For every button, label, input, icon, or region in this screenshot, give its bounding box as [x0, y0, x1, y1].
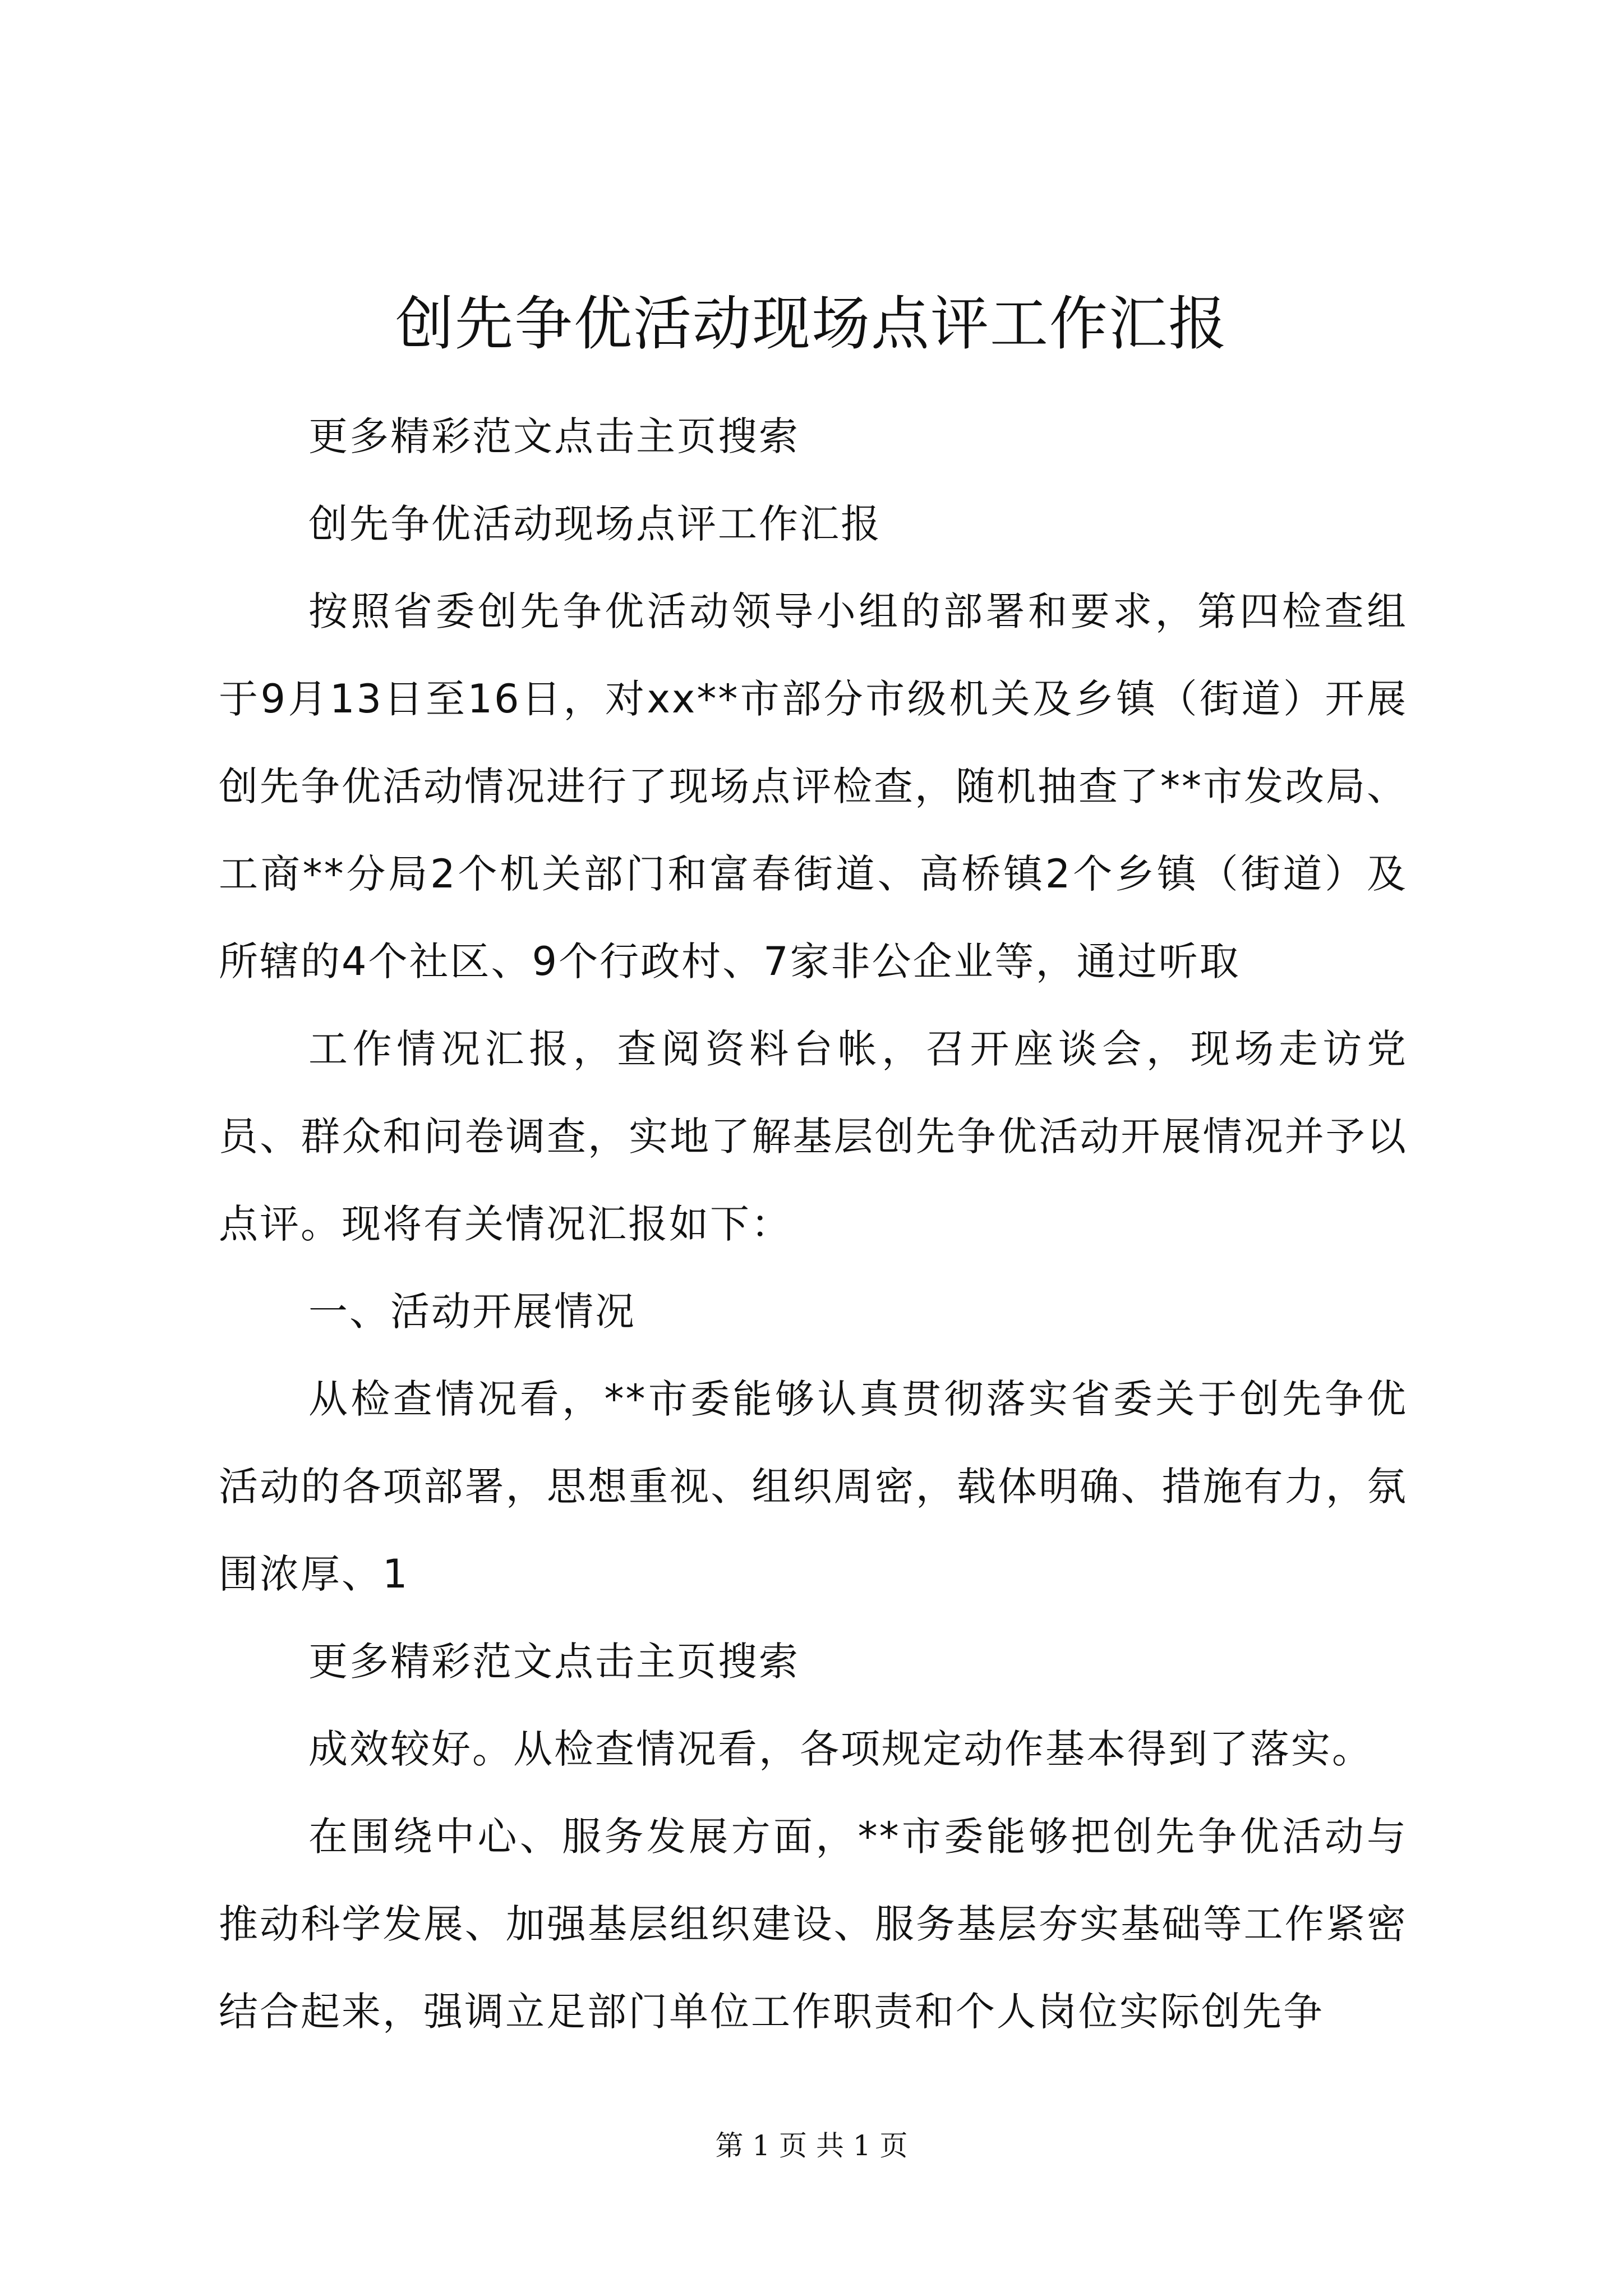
body-paragraph: 工作情况汇报，查阅资料台帐，召开座谈会，现场走访党员、群众和问卷调查，实地了解基层创先争优活动开展情况并予以点评。现将有关情况汇报如下：: [219, 1026, 1408, 1247]
body-paragraph: 更多精彩范文点击主页搜索: [308, 1639, 800, 1685]
body-paragraph: 更多精彩范文点击主页搜索: [308, 413, 800, 459]
body-paragraph: 创先争优活动现场点评工作汇报: [308, 501, 882, 547]
body-paragraph: 从检查情况看，**市委能够认真贯彻落实省委关于创先争优活动的各项部署，思想重视、组织周密，载体明确、措施有力，氛围浓厚、1: [219, 1376, 1408, 1597]
section-heading: 一、活动开展情况: [308, 1289, 636, 1335]
body-paragraph: 在围绕中心、服务发展方面，**市委能够把创先争优活动与推动科学发展、加强基层组织建设、服务基层夯实基础等工作紧密结合起来，强调立足部门单位工作职责和个人岗位实际创先争: [219, 1814, 1408, 2035]
body-paragraph: 按照省委创先争优活动领导小组的部署和要求，第四检查组于9月13日至16日，对xx**市部分市级机关及乡镇（街道）开展创先争优活动情况进行了现场点评检查，随机抽查了**市发改局、工商**分局2个机关部门和富春街道、高桥镇2个乡镇（街道）及所辖的4个社区、9个行政村、7家非公企业等，通过听取: [219, 588, 1408, 984]
document-body: [219, 393, 1408, 2055]
body-paragraph: 成效较好。从检查情况看，各项规定动作基本得到了落实。: [308, 1726, 1373, 1772]
page-footer: 第 1 页 共 1 页: [715, 2129, 908, 2162]
document-title: 创先争优活动现场点评工作汇报: [395, 289, 1228, 358]
